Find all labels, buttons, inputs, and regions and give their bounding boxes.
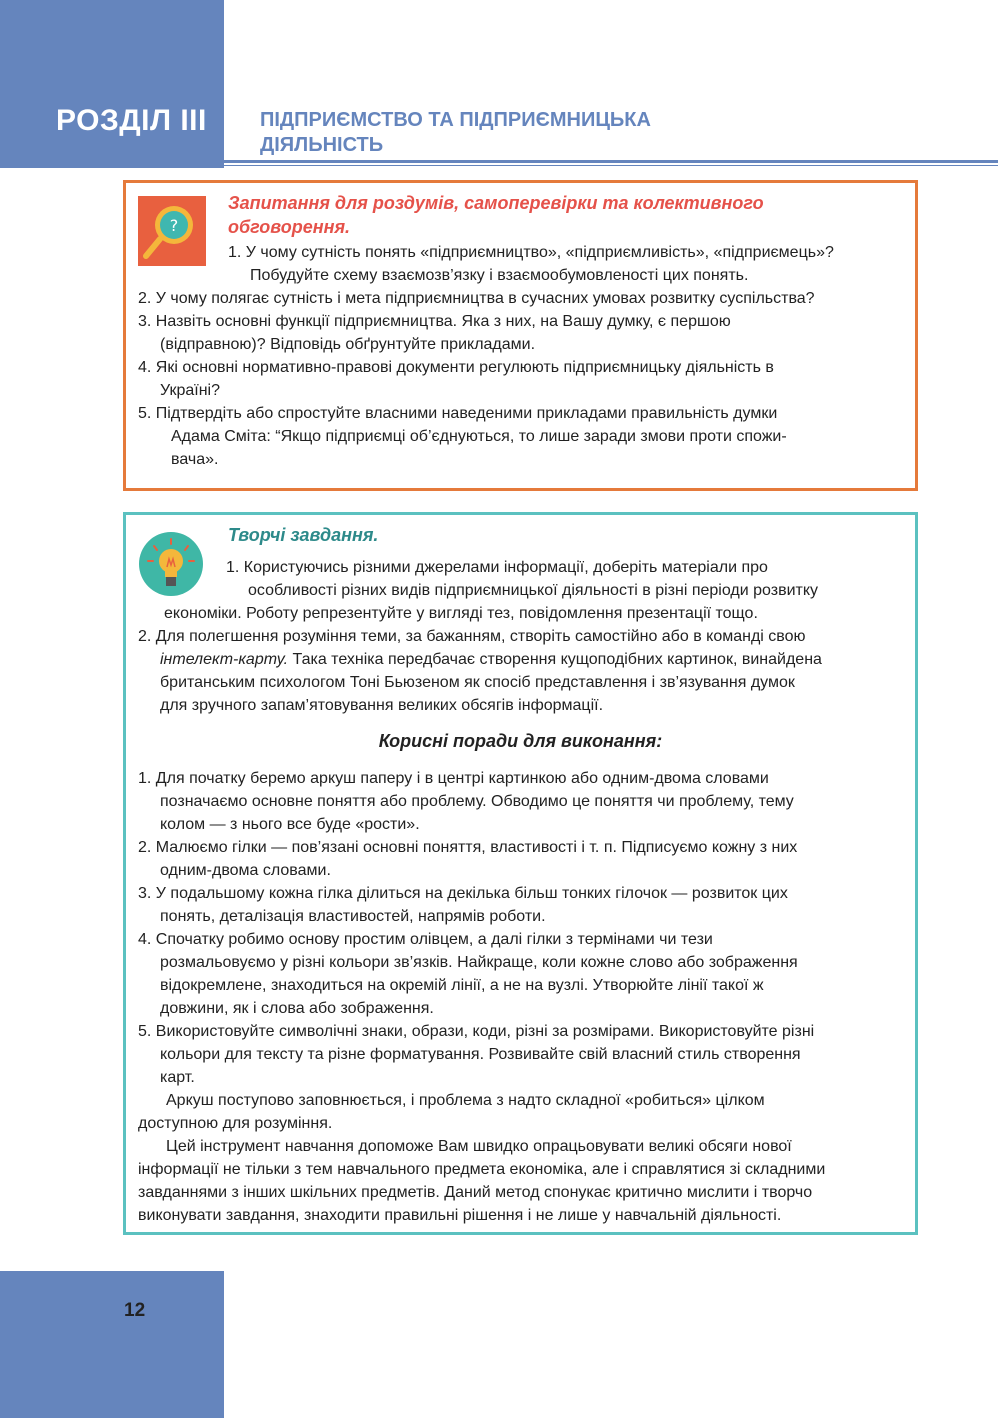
page-number: 12 bbox=[124, 1300, 146, 1321]
creative-tasks-box bbox=[123, 512, 918, 1235]
header-divider-thin bbox=[224, 165, 998, 166]
chapter-title-line1: ПІДПРИЄМСТВО ТА ПІДПРИЄМНИЦЬКА bbox=[260, 109, 651, 131]
header-divider bbox=[224, 160, 998, 163]
section-label: РОЗДІЛ III bbox=[56, 104, 207, 137]
task-2: 2. Для полегшення розуміння теми, за бажанням, створіть самостійно або в команді свою інтелект-карту. Така техніка передбачає створення кущоподібних картинок, винайдена британським психологом Тоні Бьюзеном як спосіб представлення і зв’язування думок для зручного запам’ятовування великих обсягів інформації. bbox=[138, 628, 822, 714]
tip-1: 1. Для початку беремо аркуш паперу і в центрі картинкою або одним-двома словами позначаємо основне поняття або проблему. Обводимо це поняття чи проблему, тему колом — з нього все буде «рости». bbox=[138, 770, 794, 833]
tip-5: 5. Використовуйте символічні знаки, образи, коди, різні за розмірами. Використовуйте різні кольори для тексту та різне форматування. Розвивайте свій власний стиль створення карт. bbox=[138, 1023, 815, 1086]
tips-title: Корисні поради для виконання: bbox=[378, 731, 663, 751]
tip-3: 3. У подальшому кожна гілка ділиться на декілька більш тонких гілочок — розвиток цих понять, деталізація властивостей, напрямів роботи. bbox=[138, 885, 788, 925]
section-header-block bbox=[0, 0, 224, 168]
magnifier-question-icon bbox=[138, 196, 206, 266]
paragraph-2: Цей інструмент навчання допоможе Вам швидко опрацьовувати великі обсяги нової інформації не тільки з тем навчального предмета економіка, але і справлятися зі складними завданнями з інших шкільних предметів. Даний метод спонукає критично мислити і творчо виконувати завдання, знаходити правильні рішення і не лише у навчальній діяльності. bbox=[138, 1138, 826, 1224]
chapter-title-line2: ДІЯЛЬНІСТЬ bbox=[260, 134, 384, 156]
question-3: 3. Назвіть основні функції підприємництва. Яка з них, на Вашу думку, є першою (відправною)? Відповідь обґрунтуйте прикладами. bbox=[138, 313, 731, 353]
question-1: 1. У чому сутність понять «підприємництво», «підприємливість», «підприємець»? Побудуйте схему взаємозв’язку і взаємообумовленості цих понять. bbox=[228, 244, 834, 284]
tip-2: 2. Малюємо гілки — пов’язані основні поняття, властивості і т. п. Підписуємо кожну з них одним-двома словами. bbox=[138, 839, 798, 879]
svg-text:?: ? bbox=[169, 216, 179, 235]
lightbulb-icon bbox=[138, 531, 204, 597]
question-4: 4. Які основні нормативно-правові документи регулюють підприємницьку діяльність в Україні? bbox=[138, 359, 774, 399]
question-5: 5. Підтвердіть або спростуйте власними наведеними прикладами правильність думки Адама Сміта: “Якщо підприємці об’єднуються, то лише заради змови проти спожи- вача». bbox=[138, 405, 787, 468]
question-2: 2. У чому полягає сутність і мета підприємництва в сучасних умовах розвитку суспільства? bbox=[138, 290, 815, 307]
task-1-continuation: економіки. Роботу репрезентуйте у вигляді тез, повідомлення презентації тощо. bbox=[164, 605, 758, 622]
paragraph-1: Аркуш поступово заповнюється, і проблема з надто складної «робиться» цілком доступною для розуміння. bbox=[138, 1092, 765, 1132]
footer-block bbox=[0, 1271, 224, 1418]
questions-box bbox=[123, 180, 918, 491]
creative-heading: Творчі завдання. bbox=[228, 525, 379, 545]
chapter-title bbox=[260, 108, 651, 158]
tip-4: 4. Спочатку робимо основу простим олівцем, а далі гілки з термінами чи тези розмальовуємо у різні кольори зв’язків. Найкраще, коли кожне слово або зображення відокремлене, знаходиться на окремій лінії, а не на вузлі. Утворюйте лінії такої ж довжини, як і слова або зображення. bbox=[138, 931, 798, 1017]
task-1: 1. Користуючись різними джерелами інформації, доберіть матеріали про особливості різних видів підприємницької діяльності в різні періоди розвитку bbox=[226, 559, 819, 599]
questions-heading: Запитання для роздумів, самоперевірки та колективного обговорення. bbox=[228, 193, 764, 237]
